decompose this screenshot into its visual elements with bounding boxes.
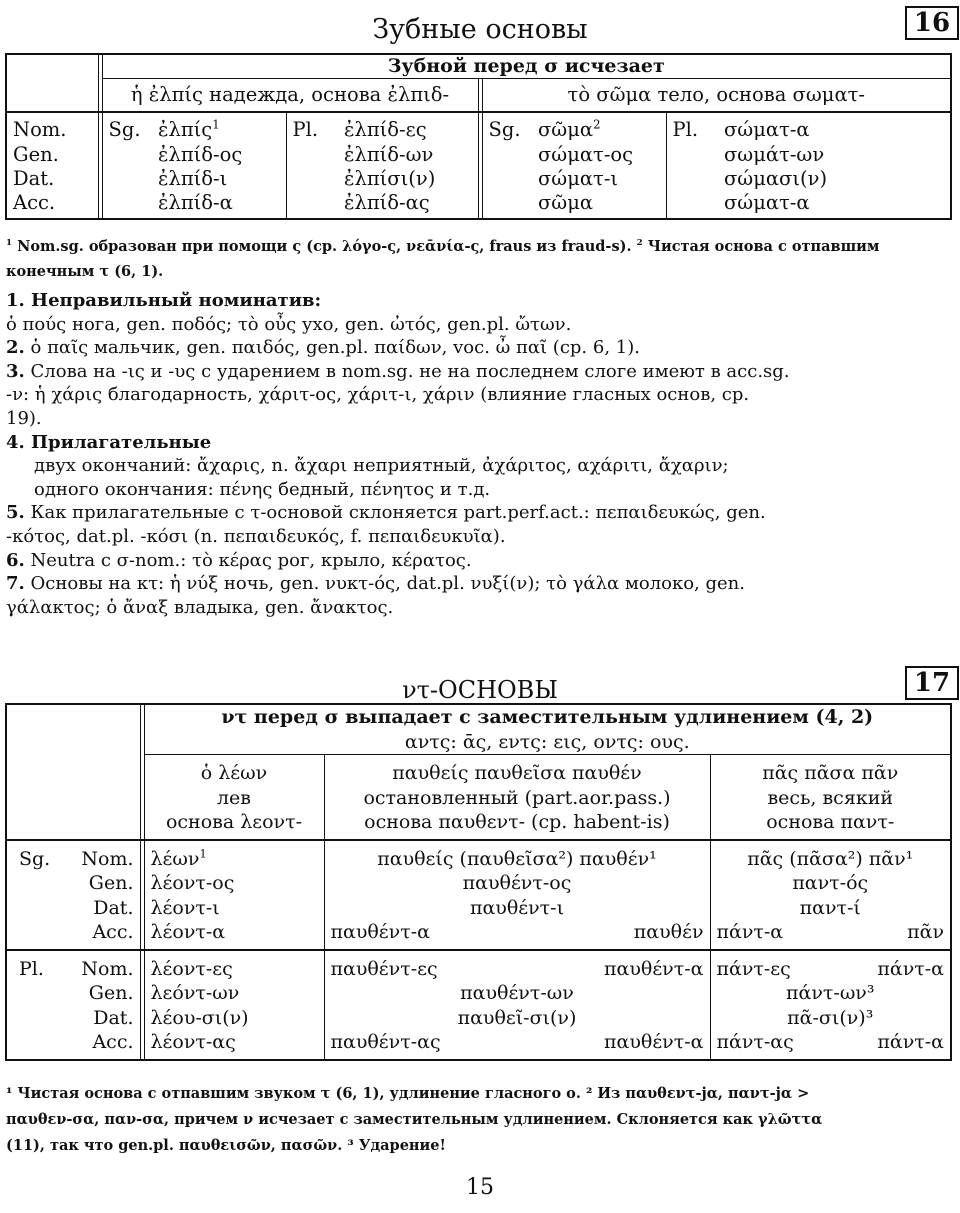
note-line: одного окончания: πένης бедный, πένητος и т.д.	[34, 478, 491, 500]
section-16-footnotes: $^1$ Nom.sg. образован при помощи ς (ср. λόγο-ς, νεᾱνία-ς, fraus из fraud-s). $^2$ Чистая основа с отпавшим конечным τ (6, 1).	[6, 238, 880, 280]
section-17-subcaption: αντς: ᾱς, εντς: εις, οντς: ους.	[144, 730, 951, 755]
singular-rows	[6, 840, 951, 950]
section-16-caption: Зубной перед σ исчезает	[102, 54, 951, 79]
note-line: 1. Неправильный номинатив:	[6, 290, 322, 311]
table-row: Dat. λέου-σι(ν) παυθεῖ-σι(ν) πᾶ-σι(ν)³	[6, 1006, 951, 1031]
table-row: Pl. Nom. λέοντ-ες παυθέντ-α παυθέντ-ες πάντ-α πάντ-ες	[6, 950, 951, 982]
section-16-left-head: ἡ ἐλπίς надежда, основа ἐλπιδ-	[130, 83, 450, 106]
table-row: Dat. λέοντ-ι παυθέντ-ι παντ-ί	[6, 896, 951, 921]
note-line: двух окончаний: ἄχαρις, n. ἄχαρι неприятный, ἀχάριτος, αχάριτι, ἄχαριν;	[34, 455, 729, 477]
table-row: Dat. ἐλπίδ-ι ἐλπίσι(ν) σώματ-ι σώμασι(ν)	[6, 167, 951, 191]
note-line: 6. Neutra с σ-nom.: τὸ κέρας рог, крыло, κέρατος.	[6, 549, 472, 571]
plural-rows	[6, 950, 951, 1060]
column-head-pas: πᾶς πᾶσα πᾶν весь, всякий основа παντ-	[710, 755, 951, 840]
section-16-notes	[6, 289, 954, 619]
column-head-paytheis: παυθείς παυθεῖσα παυθέν остановленный (part.aor.pass.) основа παυθεντ- (ср. habent-is)	[324, 755, 710, 840]
note-line: ὁ πούς нога, gen. ποδός; τὸ οὖς ухо, gen. ὠτός, gen.pl. ὤτων.	[6, 313, 572, 335]
section-17-number: 17	[905, 666, 959, 700]
note-line: 4. Прилагательные	[6, 431, 212, 453]
column-head-leon: ὁ λέων лев основа λεοντ-	[165, 762, 303, 833]
table-row: Sg. Nom. λέων$^1$ παυθείς (παυθεῖσα²) παυθέν¹ πᾶς (πᾶσα²) πᾶν¹	[6, 840, 951, 872]
note-line: -κότος, dat.pl. -κόσι (n. πεπαιδευκός, f. πεπαιδευκυῖα).	[6, 525, 506, 547]
table-row: Acc. λέοντ-ας παυθέντ-α παυθέντ-ας πάντ-α πάντ-ας	[6, 1030, 951, 1060]
note-line: -ν: ἡ χάρις благодарность, χάριτ-ος, χάριτ-ι, χάριν (влияние гласных основ, ср.	[6, 384, 750, 406]
note-line: 2. ὁ παῖς мальчик, gen. παιδός, gen.pl. παίδων, voc. ὦ παῖ (ср. 6, 1).	[6, 337, 640, 359]
note-line: 7. Основы на κτ: ἡ νύξ ночь, gen. νυκτ-ός, dat.pl. νυξί(ν); τὸ γάλα молоко, gen.	[6, 573, 745, 595]
table-row: Nom. Sg. ἐλπίς$^1$ Pl. ἐλπίδ-ες Sg. σῶμα$^2$ Pl. σώματ-α	[6, 112, 951, 143]
table-row: Gen. λεόντ-ων παυθέντ-ων πάντ-ων³	[6, 981, 951, 1006]
section-16-table	[5, 53, 952, 220]
section-16-right-head: τὸ σῶμα тело, основа σωματ-	[482, 79, 951, 113]
note-line: γάλακτος; ὁ ἄναξ владыка, gen. ἄνακτος.	[6, 596, 394, 618]
table-row: Gen. λέοντ-ος παυθέντ-ος παντ-ός	[6, 871, 951, 896]
note-line: 3. Слова на -ις и -υς с ударением в nom.sg. не на последнем слоге имеют в acc.sg.	[6, 360, 790, 382]
section-17-footnotes: ¹ Чистая основа с отпавшим звуком τ (6, 1), удлинение гласного ο. ² Из παυθεντ-jα, παντ-jα > παυθεν-σα, παν-σα, причем ν исчезает с заместительным удлинением. Склоняется как γλῶττα (11), так что gen.pl. παυθεισῶν, πασῶν. ³ Ударение!	[6, 1085, 823, 1154]
page-number: 15	[466, 1175, 494, 1200]
note-line: 5. Как прилагательные с τ-основой склоняется part.perf.act.: πεπαιδευκώς, gen.	[6, 502, 766, 524]
section-16-number: 16	[905, 6, 959, 40]
table-row: Gen. ἐλπίδ-ος ἐλπίδ-ων σώματ-ος σωμάτ-ων	[6, 143, 951, 167]
section-16-title: Зубные основы	[372, 14, 588, 45]
section-17-table	[5, 703, 952, 1061]
section-17-caption: ντ перед σ выпадает с заместительным удлинением (4, 2)	[144, 704, 951, 730]
section-17-title: ντ-ОСНОВЫ	[402, 676, 558, 704]
note-line: 19).	[6, 407, 42, 429]
table-row: Acc. ἐλπίδ-α ἐλπίδ-ας σῶμα σώματ-α	[6, 191, 951, 219]
table-row: Acc. λέοντ-α παυθέν παυθέντ-α πᾶν πάντ-α	[6, 920, 951, 950]
